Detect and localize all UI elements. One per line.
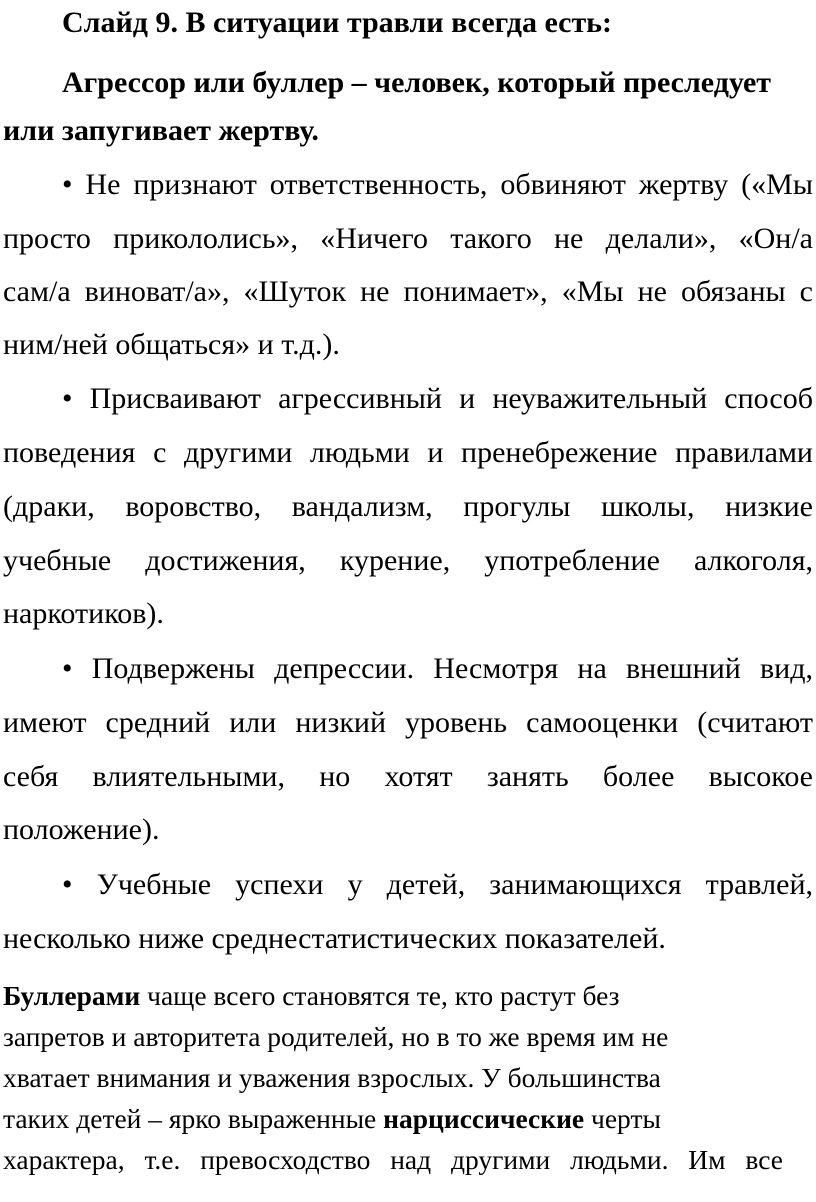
bullet-2-line-5: наркотиков). (3, 597, 164, 630)
bullet-2-line-4: учебные достижения, курение, употребление алкоголя, (3, 544, 813, 577)
bullet-1-line-2: просто прикололись», «Ничего такого не делали», «Он/а (3, 222, 813, 255)
bullet-3-line-2: имеют средний или низкий уровень самооценки (считают (3, 706, 813, 739)
bullet-1-line-4: ним/ней общаться» и т.д.). (3, 328, 340, 361)
closing-bold-narcissistic: нарциссические (383, 1103, 585, 1134)
closing-line-1 (3, 979, 813, 1013)
closing-line-1-text: чаще всего становятся те, кто растут без (140, 980, 620, 1011)
bullet-2-line-3: (драки, воровство, вандализм, прогулы школы, низкие (3, 490, 813, 523)
definition-line-2: или запугивает жертву. (3, 114, 319, 147)
slide-title: Слайд 9. В ситуации травли всегда есть: (62, 6, 613, 39)
bullet-3-line-1: • Подвержены депрессии. Несмотря на внешний вид, (62, 652, 813, 685)
closing-line-3: хватает внимания и уважения взрослых. У большинства (3, 1062, 661, 1093)
bullet-3-line-3: себя влиятельными, но хотят занять более высокое (3, 760, 813, 793)
bullet-2-line-2: поведения с другими людьми и пренебрежение правилами (3, 436, 813, 469)
closing-line-5: характера, т.е. превосходство над другими людьми. Им все (3, 1144, 783, 1175)
bullet-2-line-1: • Присваивают агрессивный и неуважительный способ (62, 382, 813, 415)
closing-line-2: запретов и авторитета родителей, но в то же время им не (3, 1021, 669, 1052)
closing-line-4-start: таких детей – ярко выраженные (3, 1103, 384, 1134)
closing-line-4-end: черты (584, 1103, 661, 1134)
bullet-4-line-1: • Учебные успехи у детей, занимающихся травлей, (62, 868, 813, 901)
closing-line-4 (3, 1102, 813, 1136)
bullet-1-line-1: • Не признают ответственность, обвиняют жертву («Мы (62, 168, 813, 201)
bullet-3-line-4: положение). (3, 813, 160, 846)
definition-line-1: Агрессор или буллер – человек, который преследует (62, 66, 772, 99)
bullet-1-line-3: сам/а виноват/а», «Шуток не понимает», «Мы не обязаны с (3, 275, 813, 308)
closing-bold-term: Буллерами (3, 980, 141, 1011)
bullet-4-line-2: несколько ниже среднестатистических показателей. (3, 922, 666, 955)
